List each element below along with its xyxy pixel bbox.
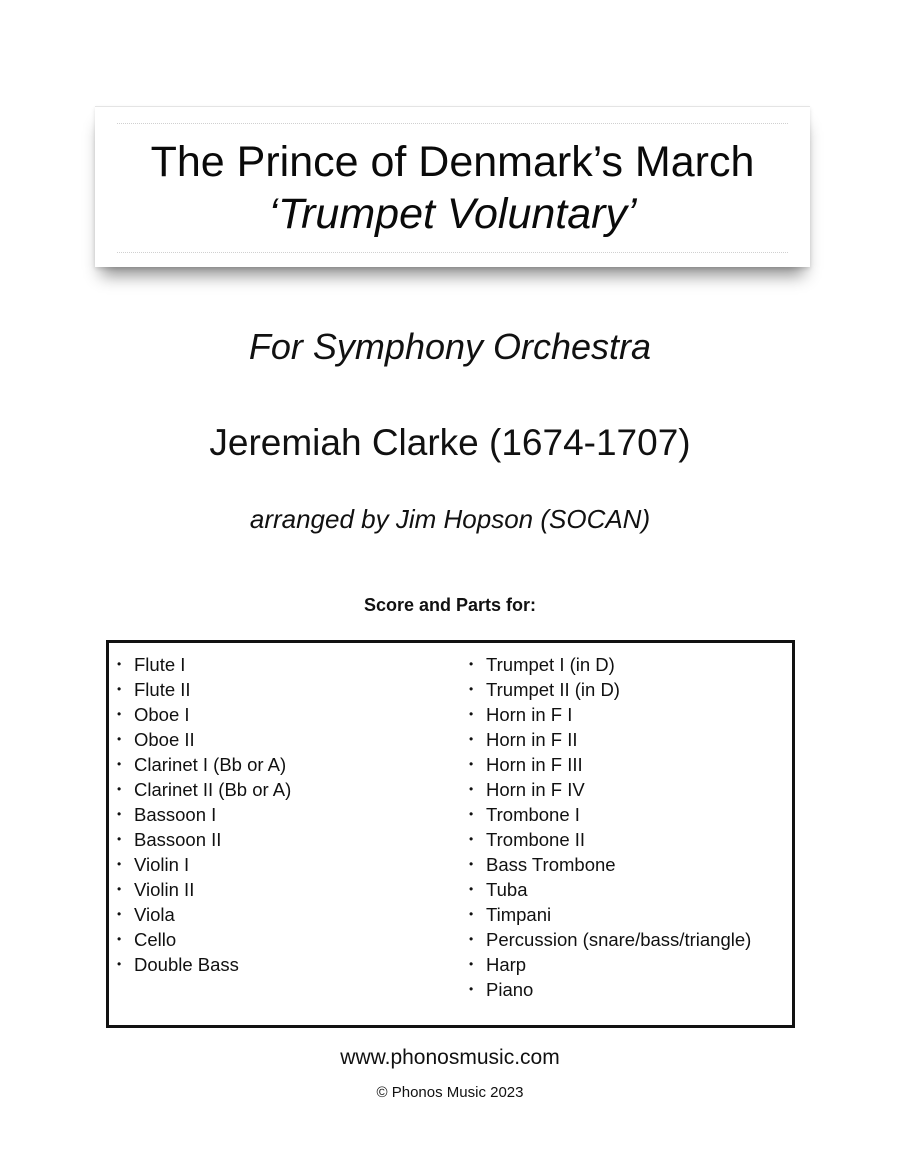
bullet-icon: • [117,957,122,971]
part-label: Timpani [486,904,552,925]
bullet-icon: • [469,832,474,846]
parts-heading: Score and Parts for: [363,595,537,615]
part-label: Clarinet II (Bb or A) [134,779,292,800]
part-item [115,752,291,777]
part-item [115,777,291,802]
bullet-icon: • [469,707,474,721]
bullet-icon: • [469,682,474,696]
part-label: Horn in F III [486,754,583,775]
part-item [115,702,291,727]
part-item [115,902,291,927]
part-item [115,877,291,902]
part-item [467,952,751,977]
part-label: Oboe I [134,704,190,725]
part-label: Harp [486,954,527,975]
bullet-icon: • [469,982,474,996]
title-card-top-rule [117,123,788,124]
part-label: Viola [134,904,175,925]
part-item [467,852,751,877]
part-item [467,977,751,1002]
bullet-icon: • [469,757,474,771]
parts-list-box [106,640,795,1028]
part-label: Bass Trombone [486,854,616,875]
bullet-icon: • [469,932,474,946]
part-item [467,677,751,702]
bullet-icon: • [469,657,474,671]
part-label: Bassoon II [134,829,222,850]
bullet-icon: • [117,832,122,846]
part-item [467,902,751,927]
part-item [467,877,751,902]
part-item [467,802,751,827]
part-item [115,827,291,852]
part-label: Violin I [134,854,190,875]
bullet-icon: • [469,857,474,871]
part-item [115,927,291,952]
parts-list-left [115,652,291,977]
part-label: Bassoon I [134,804,217,825]
bullet-icon: • [117,707,122,721]
part-label: Cello [134,929,177,950]
part-label: Piano [486,979,534,1000]
part-label: Trumpet II (in D) [486,679,620,700]
bullet-icon: • [117,757,122,771]
parts-list-right [467,652,751,1002]
page-subtitle-quote: ‘Trumpet Voluntary’ [268,190,637,238]
part-label: Trombone II [486,829,586,850]
copyright-notice: © Phonos Music 2023 [376,1084,524,1101]
part-item [115,802,291,827]
composer-name: Jeremiah Clarke (1674-1707) [209,422,691,463]
bullet-icon: • [117,782,122,796]
bullet-icon: • [117,807,122,821]
part-item [115,952,291,977]
part-label: Trumpet I (in D) [486,654,615,675]
part-label: Tuba [486,879,528,900]
part-item [467,727,751,752]
part-item [467,927,751,952]
part-label: Horn in F I [486,704,573,725]
bullet-icon: • [469,882,474,896]
part-item [115,727,291,752]
part-label: Horn in F II [486,729,578,750]
title-card-bottom-rule [117,252,788,253]
website-link[interactable]: www.phonosmusic.com [340,1046,560,1069]
part-label: Double Bass [134,954,239,975]
arranger-credit: arranged by Jim Hopson (SOCAN) [249,504,651,534]
bullet-icon: • [469,732,474,746]
part-label: Horn in F IV [486,779,585,800]
title-card [95,106,810,267]
part-item [115,852,291,877]
bullet-icon: • [117,932,122,946]
page-title: The Prince of Denmark’s March [150,138,755,186]
part-label: Violin II [134,879,195,900]
bullet-icon: • [117,857,122,871]
bullet-icon: • [117,682,122,696]
part-label: Percussion (snare/bass/triangle) [486,929,752,950]
part-label: Oboe II [134,729,195,750]
bullet-icon: • [469,957,474,971]
part-label: Trombone I [486,804,580,825]
part-label: Flute I [134,654,186,675]
bullet-icon: • [469,907,474,921]
part-label: Clarinet I (Bb or A) [134,754,287,775]
part-item [467,777,751,802]
part-item [467,752,751,777]
bullet-icon: • [117,907,122,921]
bullet-icon: • [117,732,122,746]
part-item [467,827,751,852]
bullet-icon: • [117,657,122,671]
part-label: Flute II [134,679,191,700]
bullet-icon: • [117,882,122,896]
bullet-icon: • [469,782,474,796]
part-item [467,652,751,677]
ensemble-subtitle: For Symphony Orchestra [248,326,652,367]
part-item [467,702,751,727]
part-item [115,652,291,677]
bullet-icon: • [469,807,474,821]
part-item [115,677,291,702]
